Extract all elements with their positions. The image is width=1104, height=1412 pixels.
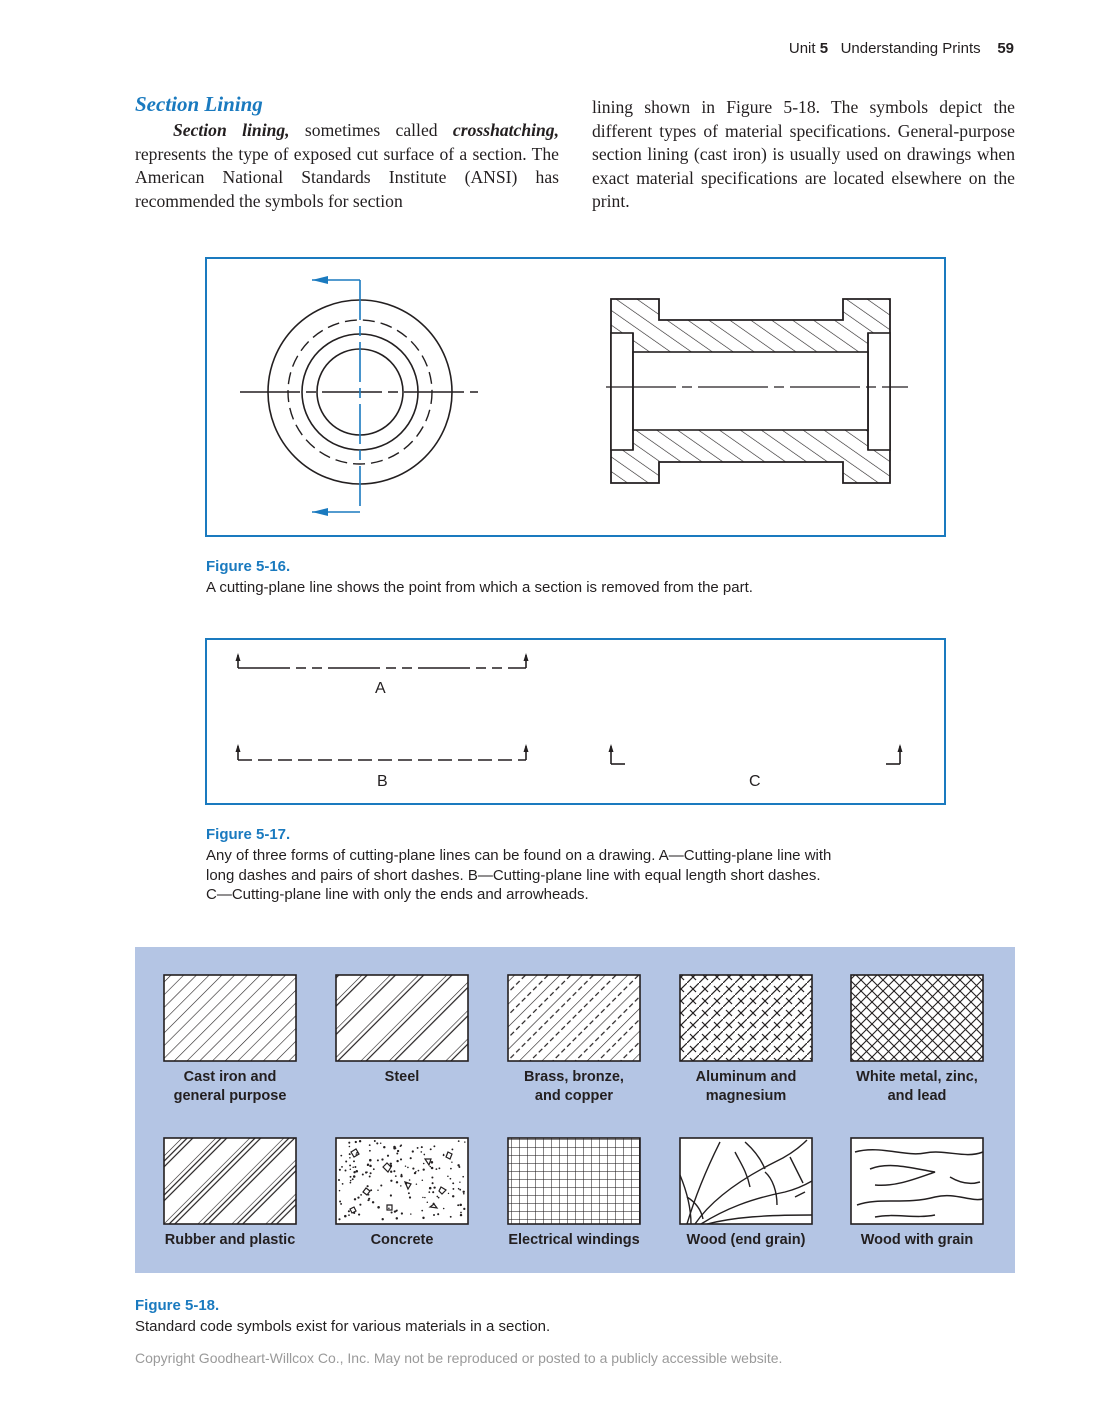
concrete-dot [408,1192,410,1194]
concrete-dot [450,1168,452,1170]
concrete-dot [373,1168,375,1170]
label-electrical-windings: Electrical windings [508,1232,640,1248]
concrete-dot [356,1170,359,1173]
concrete-dot [457,1204,459,1206]
material-symbols-drawing [135,947,1015,1273]
concrete-dot [376,1142,378,1144]
concrete-dot [395,1175,397,1177]
label-line: magnesium [705,1087,787,1104]
concrete-dot [352,1178,354,1180]
figure-5-16-box [205,257,946,537]
label-rubber: Rubber and plastic [164,1232,296,1248]
concrete-dot [409,1196,411,1198]
concrete-dot [452,1188,454,1190]
concrete-dot [431,1167,434,1170]
concrete-dot [369,1159,372,1162]
concrete-dot [353,1171,355,1173]
figure-5-16-title: Figure 5-16. [206,558,291,575]
end-view [240,276,478,516]
label-cast-iron [145,1068,315,1105]
swatch-wood-with-grain [851,1138,983,1224]
concrete-dot [427,1202,429,1204]
body-column-1 [135,119,559,213]
concrete-dot [448,1193,449,1194]
concrete-dot [369,1150,371,1152]
concrete-dot [380,1142,381,1143]
concrete-dot [443,1154,445,1156]
concrete-dot [377,1159,379,1161]
concrete-dot [348,1214,350,1216]
concrete-dot [462,1176,464,1178]
concrete-dot [390,1194,392,1196]
caption-line: long dashes and pairs of short dashes. B—Cutting-plane line with equal length short dashes. [206,866,821,884]
concrete-dot [369,1144,371,1146]
label-line: general purpose [173,1087,287,1104]
concrete-dot [357,1196,359,1198]
concrete-dot [459,1181,460,1182]
concrete-dot [349,1157,351,1159]
concrete-dot [390,1171,392,1173]
unit-title: Understanding Prints [840,40,981,57]
concrete-dot [401,1174,403,1176]
concrete-dot [451,1161,452,1162]
concrete-dot [412,1150,414,1152]
term-section-lining: Section lining, [173,120,290,140]
concrete-dot [412,1168,414,1170]
figure-5-16-drawing [207,259,944,535]
concrete-dot [350,1182,352,1184]
concrete-dot [423,1168,425,1170]
concrete-dot [359,1204,361,1206]
concrete-dot [338,1218,340,1220]
figure-5-17-box [205,638,946,805]
concrete-dot [382,1218,384,1220]
concrete-dot [421,1210,423,1212]
concrete-dot [369,1176,371,1178]
label-b: B [377,773,388,790]
concrete-dot [422,1180,424,1182]
concrete-dot [354,1166,356,1168]
concrete-dot [390,1163,392,1165]
concrete-dot [369,1165,372,1168]
concrete-dot [401,1212,403,1214]
concrete-dot [410,1157,412,1159]
cutting-plane-line-a [236,653,529,668]
figure-5-17-title: Figure 5-17. [206,826,291,843]
material-symbols-panel [135,947,1015,1273]
concrete-dot [463,1191,465,1193]
running-header [789,40,1014,57]
body-text-1a: sometimes called [289,120,453,140]
concrete-dot [431,1176,433,1178]
concrete-dot [422,1217,424,1219]
concrete-dot [400,1158,402,1160]
caption-line: Any of three forms of cutting-plane lines can be found on a drawing. A—Cutting-plane line with [206,847,832,864]
concrete-dot [450,1216,452,1218]
concrete-dot [367,1164,369,1166]
concrete-dot [431,1161,434,1164]
term-crosshatching: crosshatching, [452,120,559,140]
figure-5-18-title: Figure 5-18. [135,1297,220,1314]
figure-5-18-caption: Standard code symbols exist for various materials in a section. [135,1318,551,1335]
swatch-wood-end-grain [680,1138,812,1224]
concrete-dot [353,1175,356,1178]
concrete-dot [381,1158,383,1160]
concrete-dot [407,1167,409,1169]
concrete-dot [450,1178,452,1180]
concrete-dot [443,1208,445,1210]
concrete-dot [339,1169,341,1171]
label-line: Brass, bronze, [524,1069,624,1085]
concrete-dot [458,1188,460,1190]
concrete-dot [345,1170,347,1172]
unit-number: 5 [819,40,829,57]
concrete-dot [341,1166,343,1168]
concrete-dot [360,1194,362,1196]
concrete-dot [355,1141,357,1143]
unit-prefix: Unit [788,40,820,57]
label-concrete: Concrete [370,1232,434,1248]
concrete-dot [430,1148,432,1150]
body-text-1b: represents the type of exposed cut surface of a section. The American National Standards Institute (ANSI) has recommended the symbols for section [135,143,559,211]
figure-5-17-caption [206,846,831,905]
concrete-dot [354,1198,356,1200]
concrete-dot [405,1165,406,1166]
label-line: Aluminum and [695,1069,797,1085]
concrete-dot [458,1140,460,1142]
concrete-dot [358,1214,360,1216]
concrete-dot [459,1189,461,1191]
concrete-dot [428,1191,430,1193]
concrete-dot [421,1146,423,1148]
concrete-dot [344,1215,347,1218]
figure-5-17-drawing [207,640,944,803]
concrete-dot [338,1179,340,1181]
concrete-dot [424,1197,425,1198]
label-steel [317,1068,487,1087]
concrete-dot [463,1193,465,1195]
concrete-dot [348,1210,350,1212]
concrete-dot [417,1147,419,1149]
concrete-dot [459,1204,462,1207]
label-a: A [375,680,386,697]
concrete-dot [368,1198,370,1200]
concrete-dot [377,1189,378,1190]
label-wood-with-grain: Wood with grain [860,1232,974,1248]
concrete-dot [350,1168,352,1170]
concrete-dot [420,1151,422,1153]
concrete-dot [463,1208,465,1210]
concrete-dot [416,1183,417,1184]
concrete-dot [380,1184,382,1186]
section-view [606,299,908,483]
concrete-dot [393,1146,396,1149]
concrete-dot [383,1146,385,1148]
concrete-dot [374,1140,376,1142]
cutting-plane-line-b [236,744,529,760]
concrete-dot [353,1160,355,1162]
concrete-dot [370,1172,372,1174]
concrete-dot [393,1170,395,1172]
concrete-dot [372,1201,374,1203]
concrete-dot [451,1148,453,1150]
concrete-dot [438,1197,440,1199]
label-line: White metal, zinc, [856,1069,978,1085]
concrete-dot [460,1212,462,1214]
concrete-dot [433,1186,435,1188]
copyright-notice: Copyright Goodheart-Willcox Co., Inc. May not be reproduced or posted to a publicly accessible website. [135,1350,783,1366]
figure-5-16-caption: A cutting-plane line shows the point from which a section is removed from the part. [206,579,753,596]
concrete-dot [432,1182,434,1184]
concrete-dot [342,1183,344,1185]
concrete-dot [362,1173,364,1175]
concrete-dot [345,1161,347,1163]
concrete-dot [437,1213,439,1215]
concrete-dot [350,1176,352,1178]
concrete-dot [387,1155,389,1157]
concrete-dot [422,1197,423,1198]
concrete-dot [359,1140,361,1142]
concrete-dot [433,1214,435,1216]
concrete-dot [418,1170,420,1172]
label-white-metal [832,1068,1002,1105]
page-number: 59 [997,40,1014,57]
concrete-dot [339,1201,341,1203]
cutting-plane-line-c [609,744,903,764]
concrete-dot [396,1153,398,1155]
concrete-dot [350,1180,351,1181]
concrete-dot [340,1155,342,1157]
concrete-dot [397,1150,399,1152]
concrete-dot [377,1206,380,1209]
concrete-dot [430,1166,431,1167]
concrete-dot [396,1160,398,1162]
concrete-dot [348,1142,350,1144]
body-column-2: lining shown in Figure 5-18. The symbols depict the different types of material specifications. General-purpose section lining (cast iron) is usually used on drawings when exact material specifications are located elsewhere on the print. [592,97,1015,211]
concrete-dot [410,1213,411,1214]
concrete-dot [340,1203,342,1205]
concrete-dot [396,1217,398,1219]
concrete-dot [447,1176,449,1178]
concrete-dot [464,1141,465,1142]
concrete-dot [452,1195,454,1197]
label-wood-end-grain: Wood (end grain) [686,1232,806,1248]
concrete-dot [400,1185,402,1187]
concrete-dot [460,1214,462,1216]
concrete-dot [436,1196,438,1198]
swatch-concrete [336,1138,468,1224]
concrete-dot [400,1145,402,1147]
concrete-dot [409,1179,411,1181]
label-aluminum [661,1068,831,1105]
concrete-dot [429,1187,432,1190]
label-line: and lead [887,1087,947,1104]
concrete-dot [435,1168,437,1170]
concrete-dot [394,1210,396,1212]
label-line: and copper [534,1087,614,1104]
concrete-dot [352,1167,354,1169]
label-brass [489,1068,659,1105]
caption-line: C—Cutting-plane line with only the ends and arrowheads. [206,886,589,903]
concrete-dot [438,1167,440,1169]
concrete-dot [401,1175,403,1177]
concrete-dot [339,1190,341,1192]
concrete-dot [433,1145,435,1147]
concrete-dot [349,1153,351,1155]
concrete-dot [349,1164,351,1166]
concrete-dot [432,1191,434,1193]
concrete-dot [457,1164,459,1166]
concrete-dot [415,1171,417,1173]
concrete-dot [390,1180,392,1182]
concrete-dot [396,1210,398,1212]
concrete-dot [349,1146,351,1148]
label-c: C [749,773,761,790]
concrete-dot [396,1181,398,1183]
concrete-dot [423,1163,425,1165]
concrete-dot [423,1154,425,1156]
concrete-dot [452,1182,454,1184]
concrete-dot [367,1185,369,1187]
label-line: Steel [384,1069,420,1085]
concrete-dot [366,1171,367,1172]
concrete-dot [388,1208,390,1210]
section-title: Section Lining [135,92,263,116]
concrete-dot [391,1211,393,1213]
label-line: Cast iron and [183,1069,277,1085]
